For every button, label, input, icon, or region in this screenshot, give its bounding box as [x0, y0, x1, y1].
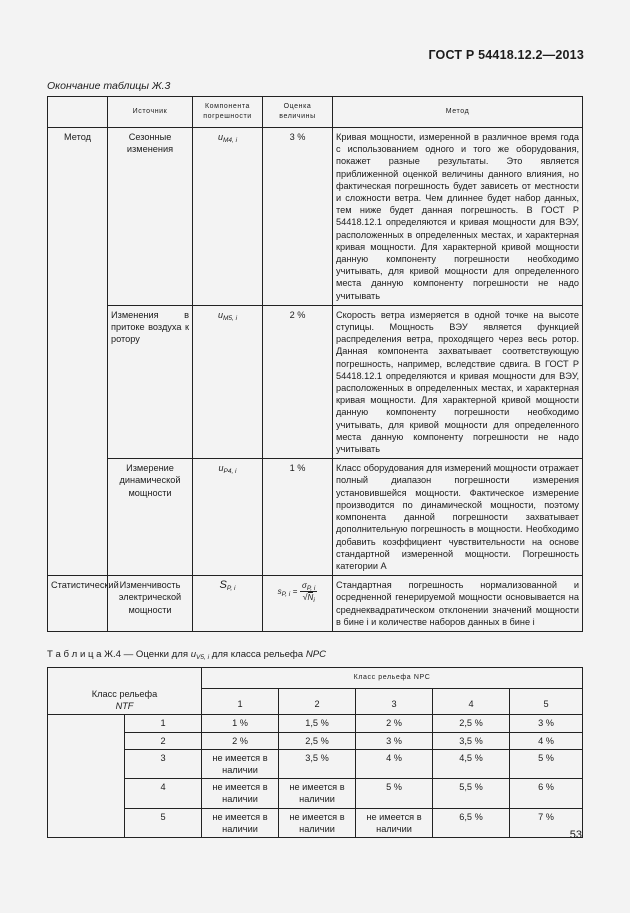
npc-class-cell: 5: [510, 689, 583, 715]
table-row: [48, 305, 583, 458]
value-cell: 6,5 %: [433, 808, 510, 837]
value-cell: не имеется в наличии: [356, 808, 433, 837]
header-cell: [48, 97, 108, 128]
component-cell: $u_{M5, i}$: [193, 305, 263, 458]
value-cell: 2,5 %: [279, 732, 356, 749]
value-cell: 5 %: [356, 779, 433, 808]
npc-class-cell: 2: [279, 689, 356, 715]
value-cell: 7 %: [510, 808, 583, 837]
ntf-header-cell: Класс рельефа NTF: [48, 668, 202, 715]
category-cell: Метод: [48, 128, 108, 576]
component-cell: $S_{P, i}$: [193, 576, 263, 632]
table-row: [48, 749, 583, 778]
value-cell: 3 %: [356, 732, 433, 749]
method-cell: Скорость ветра измеряется в одной точке на высоте ступицы. Мощность ВЭУ является функцией распределения ветра, проходящего через весь ротор. Данная компонента захватывает соответствующую погрешность, например, вследствие сдвига. В ГОСТ Р 54418.12.1 определяются и кривая мощности для ВЭУ, расположенных в определенных местах, и характерная кривая мощности. Для характерной кривой мощности данную компоненту погрешности необходимо учитывать, для кривой мощности для определенного места данную компоненту погрешности не надо учитывать: [333, 305, 583, 458]
value-cell: 2 %: [202, 732, 279, 749]
value-cell: 3,5 %: [279, 749, 356, 778]
component-cell: $u_{M4, i}$: [193, 128, 263, 306]
fraction: $\frac{\sigma_{P, i}}{√N_i}$: [301, 581, 316, 605]
category-cell: Статистический: [48, 576, 108, 632]
value-cell: 2 %: [356, 715, 433, 732]
table-row: [48, 576, 583, 632]
uncertainty-table: [47, 96, 583, 632]
source-cell: Сезонные изменения: [108, 128, 193, 306]
table-header-row: [48, 97, 583, 128]
value-cell: 6 %: [510, 779, 583, 808]
value-cell: 2,5 %: [433, 715, 510, 732]
standard-designation: ГОСТ Р 54418.12.2—2013: [428, 48, 584, 62]
ntf-class-cell: 2: [125, 732, 202, 749]
npc-header-cell: Класс рельефа NPC: [202, 668, 583, 689]
value-cell: не имеется в наличии: [202, 779, 279, 808]
page-number: 53: [569, 829, 582, 841]
table-row: [48, 779, 583, 808]
blank-cell: [48, 808, 125, 837]
table2-caption: Т а б л и ц а Ж.4 — Оценки для $u_{V5, i}$ для класса рельефа NPC: [47, 649, 327, 661]
table-row: [48, 732, 583, 749]
blank-cell: [48, 715, 125, 732]
table-row: [48, 808, 583, 837]
source-cell: Изменчивость электрической мощности: [108, 576, 193, 632]
table-row: [48, 715, 583, 732]
npc-class-cell: 4: [433, 689, 510, 715]
value-cell: 5 %: [510, 749, 583, 778]
method-cell: Стандартная погрешность нормализованной и осредненной генерируемой мощности основывается на среднеквадратическом отклонении значений мощности в бине i и количестве наборов данных в бине i: [333, 576, 583, 632]
table-header-row: [48, 668, 583, 689]
terrain-class-table: [47, 667, 583, 838]
header-cell: Метод: [333, 97, 583, 128]
ntf-class-cell: 3: [125, 749, 202, 778]
value-cell: 4,5 %: [433, 749, 510, 778]
ntf-class-cell: 1: [125, 715, 202, 732]
estimate-cell: 2 %: [263, 305, 333, 458]
estimate-cell: 1 %: [263, 459, 333, 576]
value-cell: не имеется в наличии: [279, 779, 356, 808]
value-cell: 3,5 %: [433, 732, 510, 749]
sqrt-icon: √: [302, 592, 308, 603]
ntf-class-cell: 5: [125, 808, 202, 837]
table-caption: Окончание таблицы Ж.3: [47, 80, 171, 92]
blank-cell: [48, 779, 125, 808]
header-cell: Оценка величины: [263, 97, 333, 128]
ntf-class-cell: 4: [125, 779, 202, 808]
value-cell: 3 %: [510, 715, 583, 732]
source-cell: Изменения в притоке воздуха к ротору: [108, 305, 193, 458]
component-cell: $u_{P4, i}$: [193, 459, 263, 576]
estimate-formula: $s_{P, i}$ = $\frac{\sigma_{P, i}}{√N_i}$: [263, 576, 333, 632]
blank-cell: [48, 732, 125, 749]
npc-class-cell: 1: [202, 689, 279, 715]
header-cell: Источник: [108, 97, 193, 128]
value-cell: не имеется в наличии: [202, 749, 279, 778]
estimate-cell: 3 %: [263, 128, 333, 306]
method-cell: Кривая мощности, измеренной в различное время года с использованием одного и того же оборудования, покажет разные результаты. Это является приближенной оценкой величины данного влияния, но фактическая погрешность будет зависеть от местности и сложности ветра. Чем длиннее будет набор данных, тем ниже будет данная погрешность. В ГОСТ Р 54418.12.1 определяются и кривая мощности для ВЭУ, расположенных в определенных местах, и характерная кривая мощности. Для характерной кривой мощности данную компоненту погрешности необходимо учитывать, для кривой мощности для определенного места данную компоненту погрешности не надо учитывать: [333, 128, 583, 306]
value-cell: 4 %: [510, 732, 583, 749]
value-cell: не имеется в наличии: [279, 808, 356, 837]
value-cell: 1,5 %: [279, 715, 356, 732]
method-cell: Класс оборудования для измерений мощности отражает полный диапазон погрешности измерения установившейся мощности. Фактическое измерение производится по динамической мощности, поэтому компонента данной погрешности захватывает дополнительную погрешность в мощности. Необходимо добавить коэффициент чувствительности на основе стандартной измеренной мощности. Погрешность категории А: [333, 459, 583, 576]
value-cell: 4 %: [356, 749, 433, 778]
npc-class-cell: 3: [356, 689, 433, 715]
header-cell: Компонента погрешности: [193, 97, 263, 128]
source-cell: Измерение динамической мощности: [108, 459, 193, 576]
value-cell: 5,5 %: [433, 779, 510, 808]
table-row: [48, 459, 583, 576]
value-cell: 1 %: [202, 715, 279, 732]
value-cell: не имеется в наличии: [202, 808, 279, 837]
blank-cell: [48, 749, 125, 778]
table-row: [48, 128, 583, 306]
